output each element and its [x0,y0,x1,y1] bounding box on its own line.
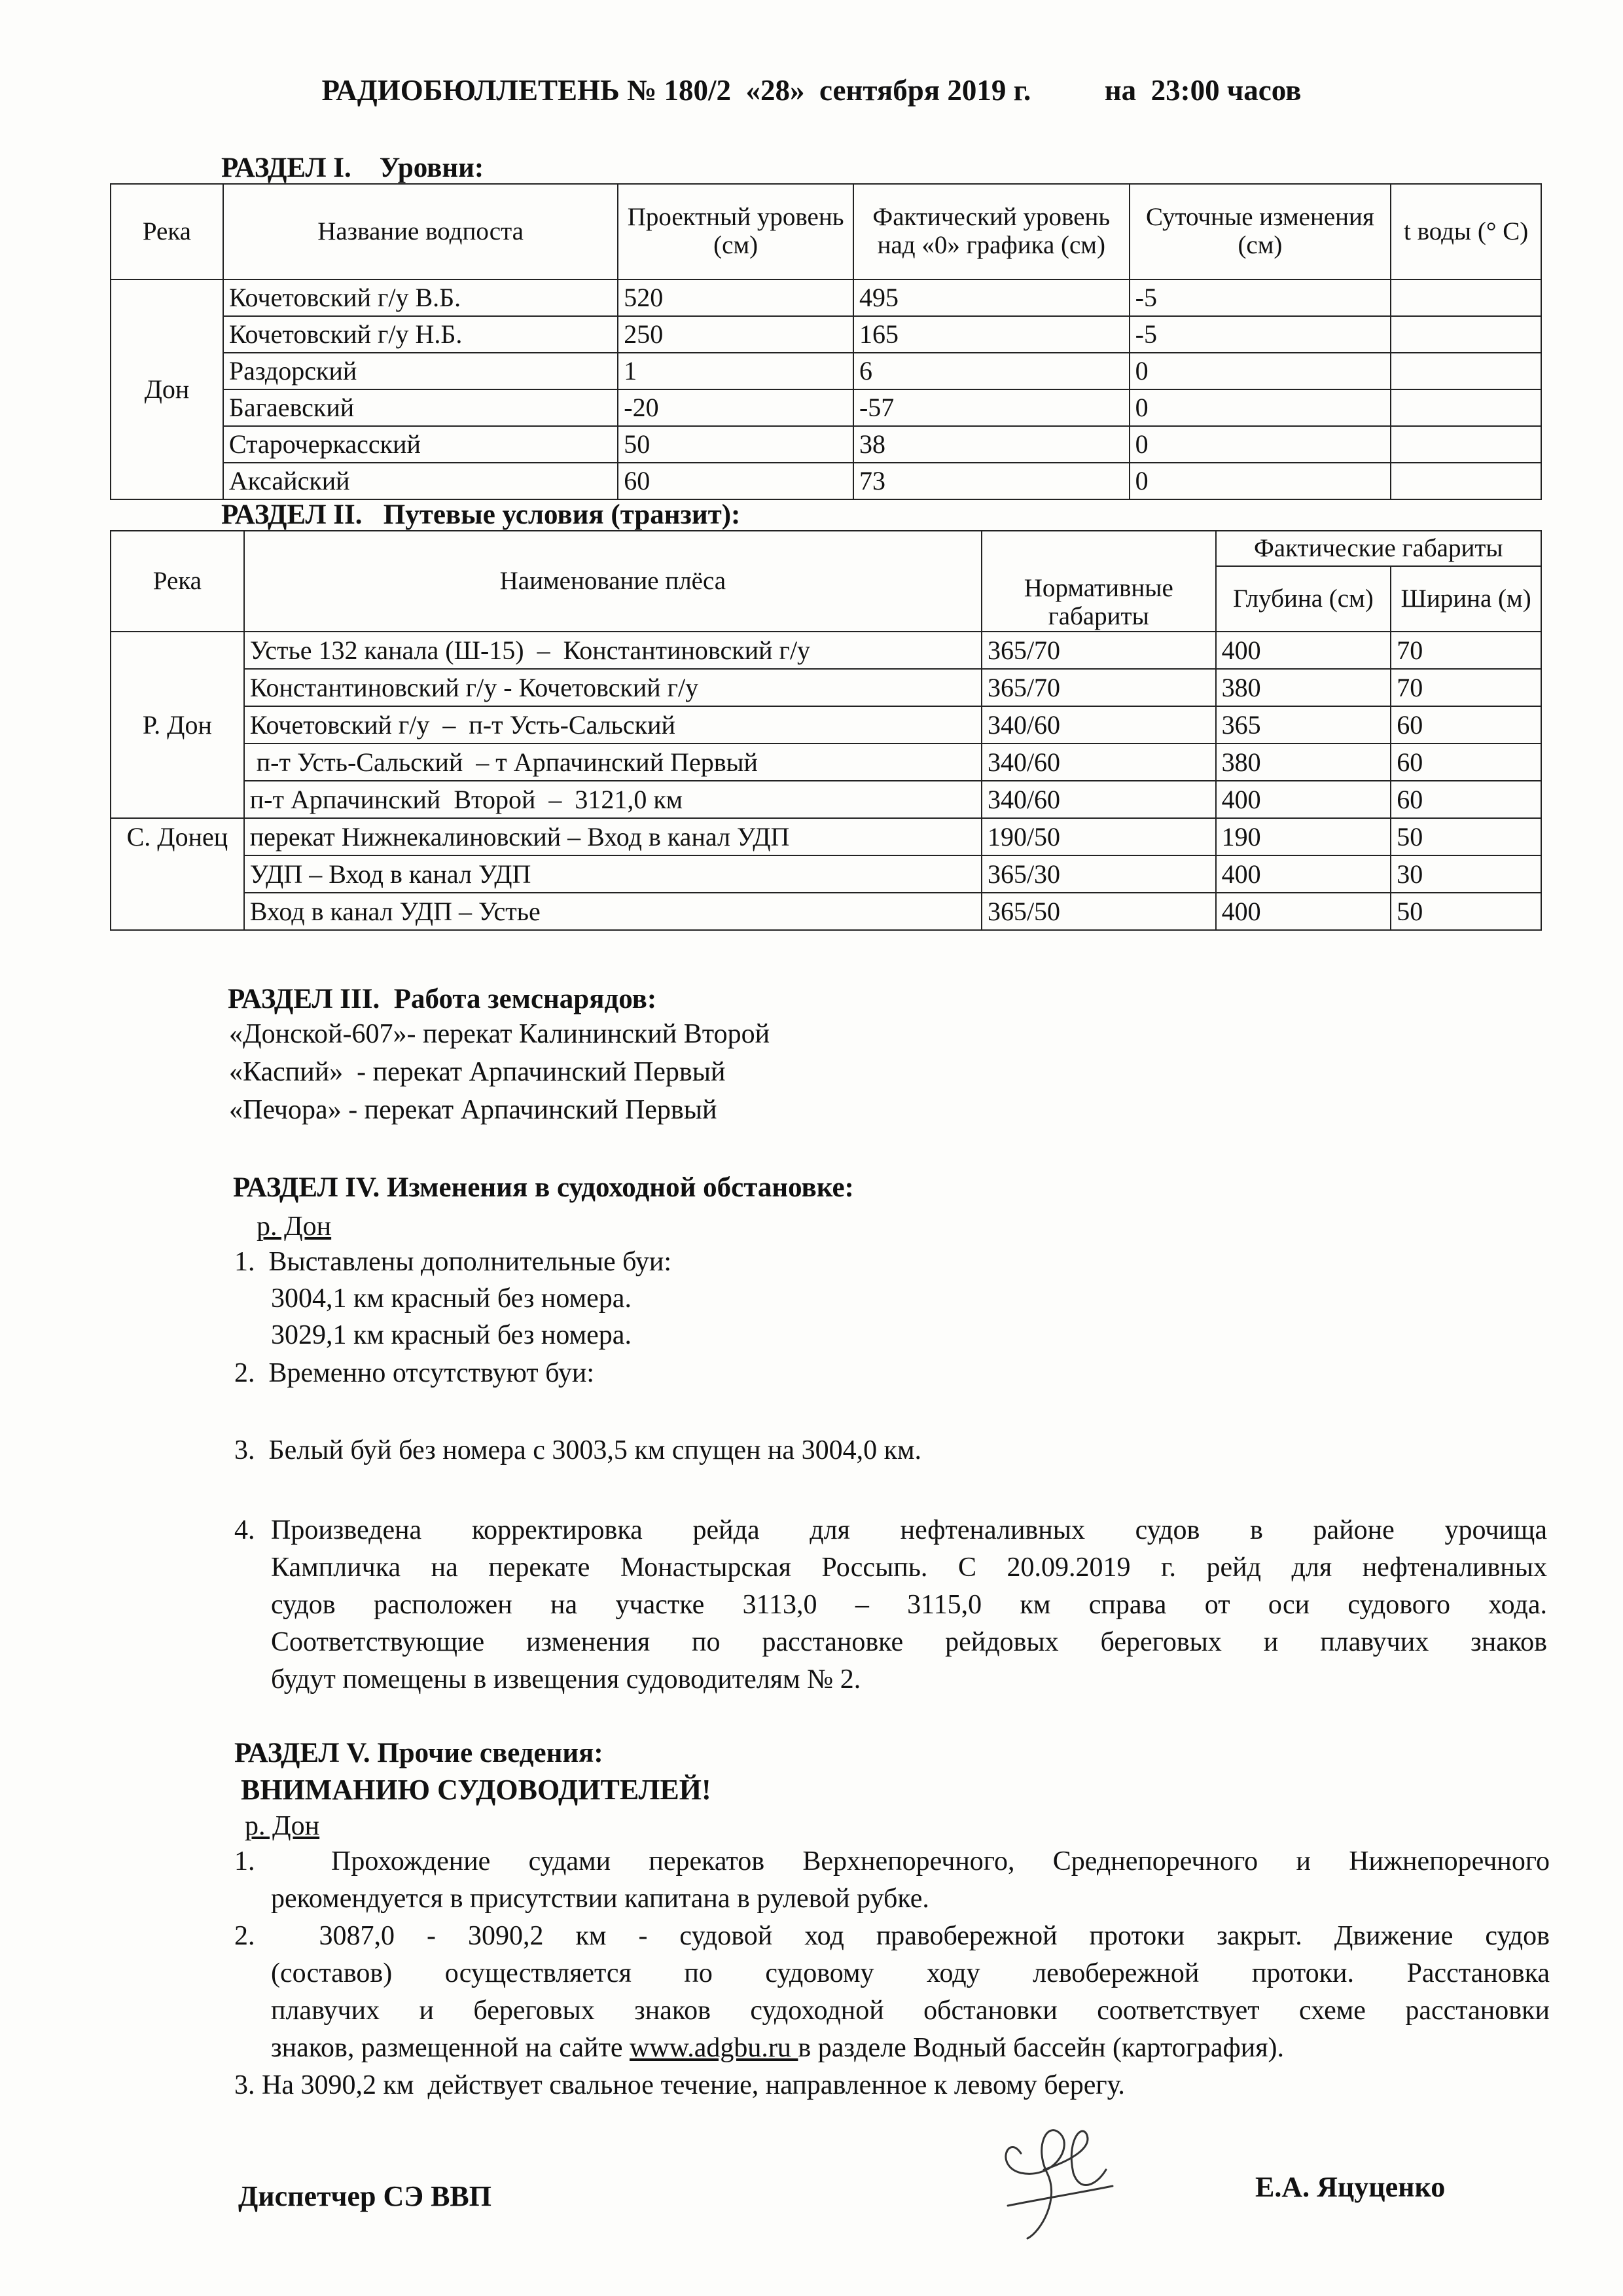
water-temp [1391,463,1541,499]
table-row [111,632,1541,669]
depth: 400 [1216,781,1391,818]
water-temp [1391,389,1541,426]
section5-heading: РАЗДЕЛ V. Прочие сведения: [234,1738,603,1768]
actual-level: 73 [853,463,1130,499]
daily-change: 0 [1130,463,1391,499]
depth: 400 [1216,632,1391,669]
table-row [111,818,1541,855]
depth: 400 [1216,893,1391,930]
normative: 365/70 [982,669,1216,706]
river-cell: Дон [111,279,223,499]
water-temp [1391,316,1541,353]
col-depth: Глубина (см) [1216,566,1391,632]
design-level: 1 [618,353,853,389]
col-reach-name: Наименование плёса [244,531,982,632]
table-row [111,389,1541,426]
station-name: Кочетовский г/у В.Б. [223,279,618,316]
dredger-line: «Каспий» - перекат Арпачинский Первый [229,1057,726,1087]
design-level: 520 [618,279,853,316]
normative: 190/50 [982,818,1216,855]
daily-change: -5 [1130,316,1391,353]
water-temp [1391,426,1541,463]
actual-level: 165 [853,316,1130,353]
normative: 365/30 [982,855,1216,893]
width: 50 [1391,818,1541,855]
reach-name: перекат Нижнекалиновский – Вход в канал УДП [244,818,982,855]
list-item: 3. На 3090,2 км действует свальное течение, направленное к левому берегу. [234,2070,1125,2100]
depth: 380 [1216,744,1391,781]
daily-change: 0 [1130,389,1391,426]
col-river: Река [111,184,223,279]
transit-table [110,530,1542,931]
river-subheading: р. Дон [257,1211,332,1242]
section2-heading: РАЗДЕЛ II. Путевые условия (транзит): [221,499,741,530]
table-row [111,781,1541,818]
col-normative: Нормативные габариты [982,531,1216,632]
signature-icon [982,2108,1126,2245]
river-cell: Р. Дон [111,632,244,818]
text-fragment: в разделе Водный бассейн (картография). [798,2033,1285,2063]
paragraph-line: Соответствующие изменения по расстановке рейдовых береговых и плавучих знаков [271,1627,1547,1657]
table-row [111,855,1541,893]
paragraph-line: плавучих и береговых знаков судоходной обстановки соответствует схеме расстановки [271,1996,1550,2026]
normative: 340/60 [982,781,1216,818]
col-daily-change: Суточные изменения (см) [1130,184,1391,279]
table-row [111,669,1541,706]
paragraph-line: Произведена корректировка рейда для нефтеналивных судов в районе урочища [271,1515,1547,1545]
actual-level: -57 [853,389,1130,426]
col-actual-group: Фактические габариты [1216,531,1541,566]
width: 70 [1391,669,1541,706]
reach-name: Устье 132 канала (Ш-15) – Константиновский г/у [244,632,982,669]
station-name: Кочетовский г/у Н.Б. [223,316,618,353]
attention-heading: ВНИМАНИЮ СУДОВОДИТЕЛЕЙ! [241,1774,711,1806]
col-actual-level: Фактический уровень над «0» графика (см) [853,184,1130,279]
list-item: 1. Выставлены дополнительные буи: [234,1247,672,1277]
actual-level: 38 [853,426,1130,463]
water-temp [1391,279,1541,316]
actual-level: 6 [853,353,1130,389]
actual-level: 495 [853,279,1130,316]
daily-change: -5 [1130,279,1391,316]
design-level: 60 [618,463,853,499]
levels-table [110,183,1542,500]
col-water-temp: t воды (° С) [1391,184,1541,279]
table-row [111,893,1541,930]
reach-name: Вход в канал УДП – Устье [244,893,982,930]
table-row [111,706,1541,744]
normative: 365/70 [982,632,1216,669]
signer-name: Е.А. Яцуценко [1255,2171,1446,2203]
paragraph-line: будут помещены в извещения судоводителям № 2. [271,1664,861,1695]
width: 60 [1391,744,1541,781]
reach-name: п-т Усть-Сальский – т Арпачинский Первый [244,744,982,781]
river-cell: С. Донец [111,818,244,930]
table-row [111,279,1541,316]
col-river: Река [111,531,244,632]
table-row [111,316,1541,353]
list-item: 3004,1 км красный без номера. [271,1283,632,1314]
design-level: 50 [618,426,853,463]
design-level: -20 [618,389,853,426]
paragraph-line: Кампличка на перекате Монастырская Россыпь. С 20.09.2019 г. рейд для нефтеналивных [271,1552,1547,1583]
col-station: Название водпоста [223,184,618,279]
depth: 365 [1216,706,1391,744]
design-level: 250 [618,316,853,353]
paragraph-line: рекомендуется в присутствии капитана в рулевой рубке. [271,1884,929,1914]
depth: 190 [1216,818,1391,855]
width: 60 [1391,781,1541,818]
dredger-line: «Печора» - перекат Арпачинский Первый [229,1095,717,1125]
list-item: 3. Белый буй без номера с 3003,5 км спущен на 3004,0 км. [234,1435,922,1465]
text-fragment: знаков, размещенной на сайте [271,2033,630,2063]
paragraph-line: судов расположен на участке 3113,0 – 3115,0 км справа от оси судового хода. [271,1590,1547,1620]
depth: 400 [1216,855,1391,893]
width: 60 [1391,706,1541,744]
website-link[interactable]: www.adgbu.ru [629,2033,798,2063]
normative: 340/60 [982,744,1216,781]
station-name: Аксайский [223,463,618,499]
dredger-line: «Донской-607»- перекат Калининский Второй [229,1019,770,1049]
list-item: 3029,1 км красный без номера. [271,1320,632,1350]
reach-name: УДП – Вход в канал УДП [244,855,982,893]
paragraph-line: 1. Прохождение судами перекатов Верхнепоречного, Среднепоречного и Нижнепоречного [234,1846,1550,1876]
table-row [111,463,1541,499]
station-name: Старочеркасский [223,426,618,463]
signer-position: Диспетчер СЭ ВВП [238,2180,491,2212]
normative: 340/60 [982,706,1216,744]
paragraph-line [271,2030,1284,2067]
normative: 365/50 [982,893,1216,930]
width: 70 [1391,632,1541,669]
table-row [111,744,1541,781]
paragraph-line: (составов) осуществляется по судовому ходу левобережной протоки. Расстановка [271,1958,1550,1988]
reach-name: п-т Арпачинский Второй – 3121,0 км [244,781,982,818]
daily-change: 0 [1130,353,1391,389]
station-name: Раздорский [223,353,618,389]
bulletin-title: РАДИОБЮЛЛЕТЕНЬ № 180/2 «28» сентября 2019 г. на 23:00 часов [321,74,1302,107]
water-temp [1391,353,1541,389]
col-width: Ширина (м) [1391,566,1541,632]
station-name: Багаевский [223,389,618,426]
paragraph-line: 2. 3087,0 - 3090,2 км - судовой ход правобережной протоки закрыт. Движение судов [234,1921,1550,1951]
section3-heading: РАЗДЕЛ III. Работа земснарядов: [228,984,657,1014]
list-number: 4. [234,1515,255,1545]
table-row [111,426,1541,463]
list-item: 2. Временно отсутствуют буи: [234,1358,595,1388]
table-row [111,353,1541,389]
col-design-level: Проектный уровень (см) [618,184,853,279]
reach-name: Константиновский г/у - Кочетовский г/у [244,669,982,706]
width: 50 [1391,893,1541,930]
depth: 380 [1216,669,1391,706]
daily-change: 0 [1130,426,1391,463]
river-subheading: р. Дон [245,1811,320,1841]
width: 30 [1391,855,1541,893]
reach-name: Кочетовский г/у – п-т Усть-Сальский [244,706,982,744]
section1-heading: РАЗДЕЛ I. Уровни: [221,152,484,183]
section4-heading: РАЗДЕЛ IV. Изменения в судоходной обстановке: [233,1172,854,1203]
